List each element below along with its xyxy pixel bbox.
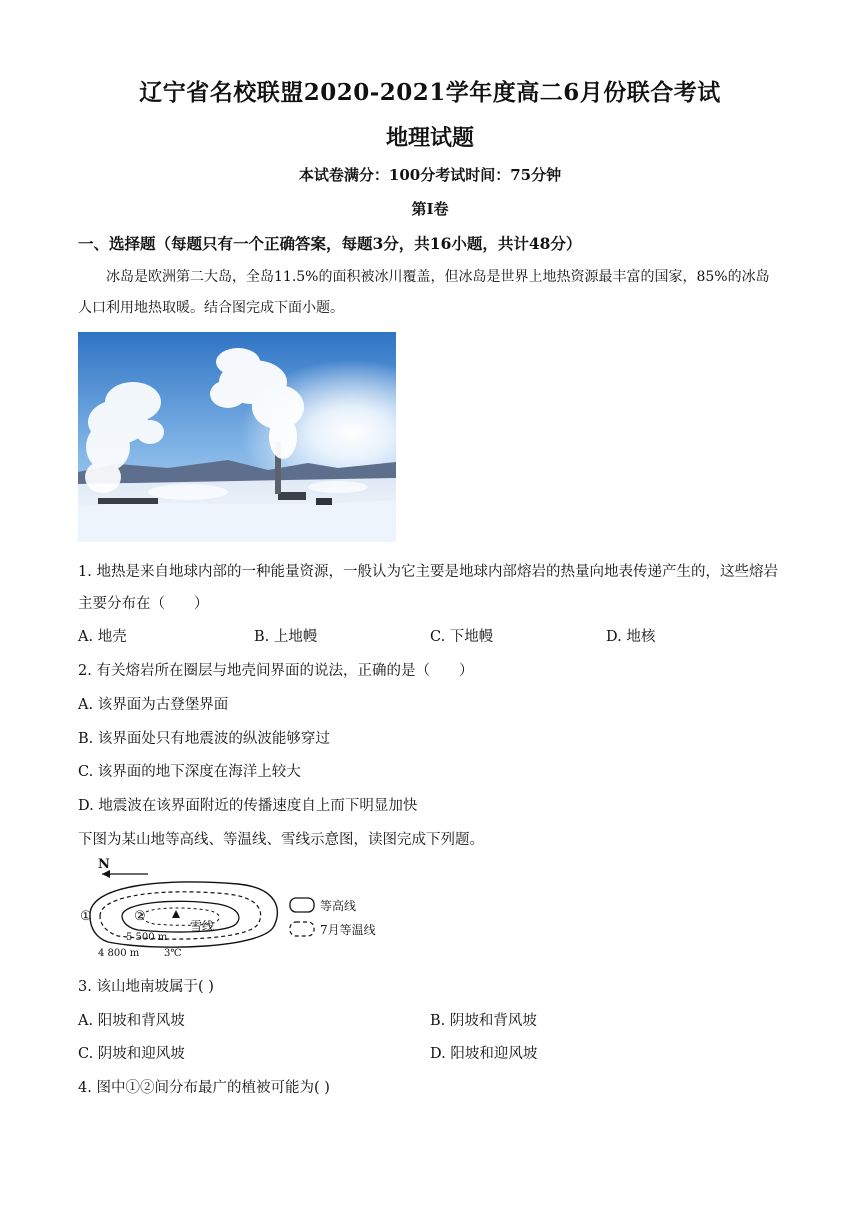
snowline-label: 雪线 [190, 919, 215, 933]
question-4-stem: 4. 图中①②间分布最广的植被可能为( ) [78, 1080, 330, 1096]
question-2-stem: 2. 有关熔岩所在圈层与地壳间界面的说法，正确的是（ ） [78, 663, 474, 679]
q1-option-b[interactable]: B. 上地幔 [254, 629, 318, 645]
legend-contour-label: 等高线 [320, 899, 357, 913]
question-3-stem: 3. 该山地南坡属于( ) [78, 979, 214, 995]
exam-subject: 地理试题 [385, 125, 474, 151]
point-1-label: ① [80, 909, 92, 924]
q1-option-a[interactable]: A. 地壳 [78, 629, 127, 645]
q3-option-d[interactable]: D. 阳坡和迎风坡 [430, 1046, 538, 1062]
q3-option-c[interactable]: C. 阴坡和迎风坡 [78, 1046, 185, 1062]
figure-intro: 下图为某山地等高线、等温线、雪线示意图，读图完成下列题。 [78, 832, 484, 848]
q2-option-d[interactable]: D. 地震波在该界面附近的传播速度自上而下明显加快 [78, 798, 418, 814]
q1-option-d[interactable]: D. 地核 [606, 629, 656, 645]
section-heading: 一、选择题（每题只有一个正确答案，每题3分，共16小题，共计48分） [78, 234, 582, 253]
temperature-label: 3℃ [164, 948, 182, 959]
legend-isotherm-label: 7月等温线 [320, 923, 376, 937]
elevation-5500-label: 5 500 m [126, 932, 168, 943]
north-label: N [98, 857, 110, 872]
q2-option-a[interactable]: A. 该界面为古登堡界面 [78, 697, 229, 713]
geothermal-photo [78, 332, 396, 542]
q3-option-b[interactable]: B. 阴坡和背风坡 [430, 1013, 537, 1029]
q2-option-b[interactable]: B. 该界面处只有地震波的纵波能够穿过 [78, 731, 330, 747]
q1-option-c[interactable]: C. 下地幔 [430, 629, 494, 645]
mountain-contour-diagram [78, 854, 398, 964]
legend-contour-swatch [290, 898, 314, 912]
section-intro: 冰岛是欧洲第二大岛，全岛11.5%的面积被冰川覆盖，但冰岛是世界上地热资源最丰富的国家，85%的冰岛人口利用地热取暖。结合图完成下面小题。 [78, 269, 770, 316]
question-1-stem: 1. 地热是来自地球内部的一种能量资源，一般认为它主要是地球内部熔岩的热量向地表传递产生的，这些熔岩主要分布在（ ） [78, 564, 778, 612]
peak-icon [172, 910, 180, 918]
exam-title: 辽宁省名校联盟2020-2021学年度高二6月份联合考试 [139, 79, 721, 106]
exam-info: 本试卷满分：100分考试时间：75分钟 [298, 166, 562, 184]
point-2-label: ② [134, 909, 146, 924]
volume-label: 第Ⅰ卷 [411, 200, 449, 218]
q2-option-c[interactable]: C. 该界面的地下深度在海洋上较大 [78, 764, 301, 780]
elevation-4800-label: 4 800 m [98, 948, 140, 959]
legend-isotherm-swatch [290, 922, 314, 936]
q3-option-a[interactable]: A. 阳坡和背风坡 [78, 1013, 185, 1029]
